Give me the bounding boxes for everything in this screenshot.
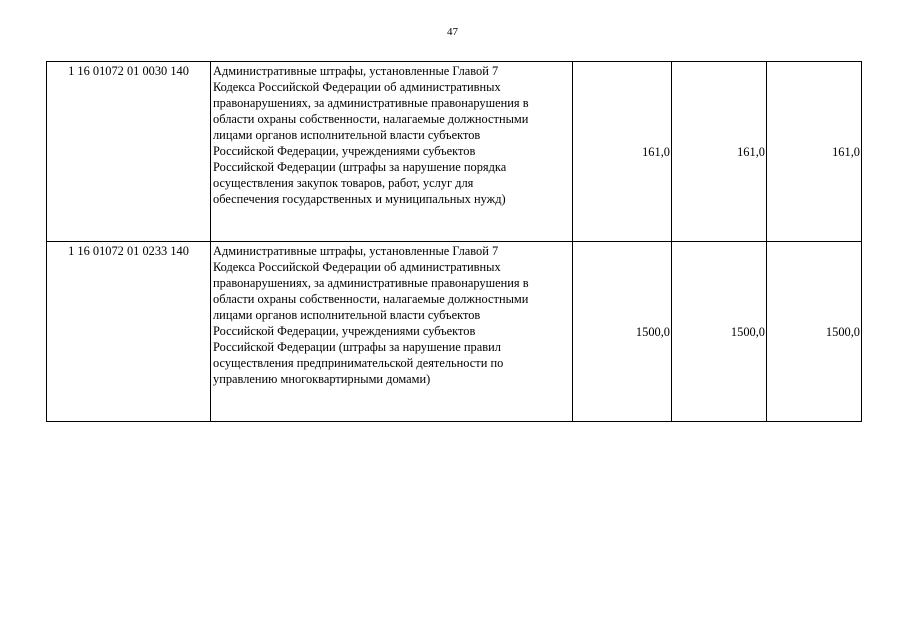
amount-year-2: 1500,0	[672, 242, 767, 422]
budget-classification-code: 1 16 01072 01 0233 140	[47, 242, 211, 422]
description-line: лицами органов исполнительной власти субъектов	[213, 128, 481, 142]
revenue-description	[211, 242, 573, 422]
description-line: Кодекса Российской Федерации об административных	[213, 80, 501, 94]
description-line: правонарушениях, за административные правонарушения в	[213, 276, 529, 290]
table-row	[47, 242, 862, 422]
table-row	[47, 62, 862, 242]
description-line: Кодекса Российской Федерации об административных	[213, 260, 501, 274]
page-number: 47	[447, 26, 458, 38]
description-line: правонарушениях, за административные правонарушения в	[213, 96, 529, 110]
amount-year-2: 161,0	[672, 62, 767, 242]
description-line: управлению многоквартирными домами)	[213, 372, 431, 386]
revenue-description	[211, 62, 573, 242]
description-line: Российской Федерации, учреждениями субъектов	[213, 324, 476, 338]
amount-year-3: 1500,0	[767, 242, 862, 422]
description-line: Российской Федерации (штрафы за нарушение порядка	[213, 160, 507, 174]
budget-revenue-table	[46, 61, 862, 422]
description-line: области охраны собственности, налагаемые должностными	[213, 292, 529, 306]
description-line: лицами органов исполнительной власти субъектов	[213, 308, 481, 322]
description-line: осуществления предпринимательской деятельности по	[213, 356, 504, 370]
description-line: Российской Федерации (штрафы за нарушение правил	[213, 340, 501, 354]
budget-classification-code: 1 16 01072 01 0030 140	[47, 62, 211, 242]
amount-year-1: 1500,0	[573, 242, 672, 422]
description-line: Российской Федерации, учреждениями субъектов	[213, 144, 476, 158]
description-line: Административные штрафы, установленные Главой 7	[213, 64, 499, 78]
amount-year-1: 161,0	[573, 62, 672, 242]
amount-year-3: 161,0	[767, 62, 862, 242]
description-line: Административные штрафы, установленные Главой 7	[213, 244, 499, 258]
description-line: обеспечения государственных и муниципальных нужд)	[213, 192, 506, 206]
description-line: осуществления закупок товаров, работ, услуг для	[213, 176, 474, 190]
description-line: области охраны собственности, налагаемые должностными	[213, 112, 529, 126]
